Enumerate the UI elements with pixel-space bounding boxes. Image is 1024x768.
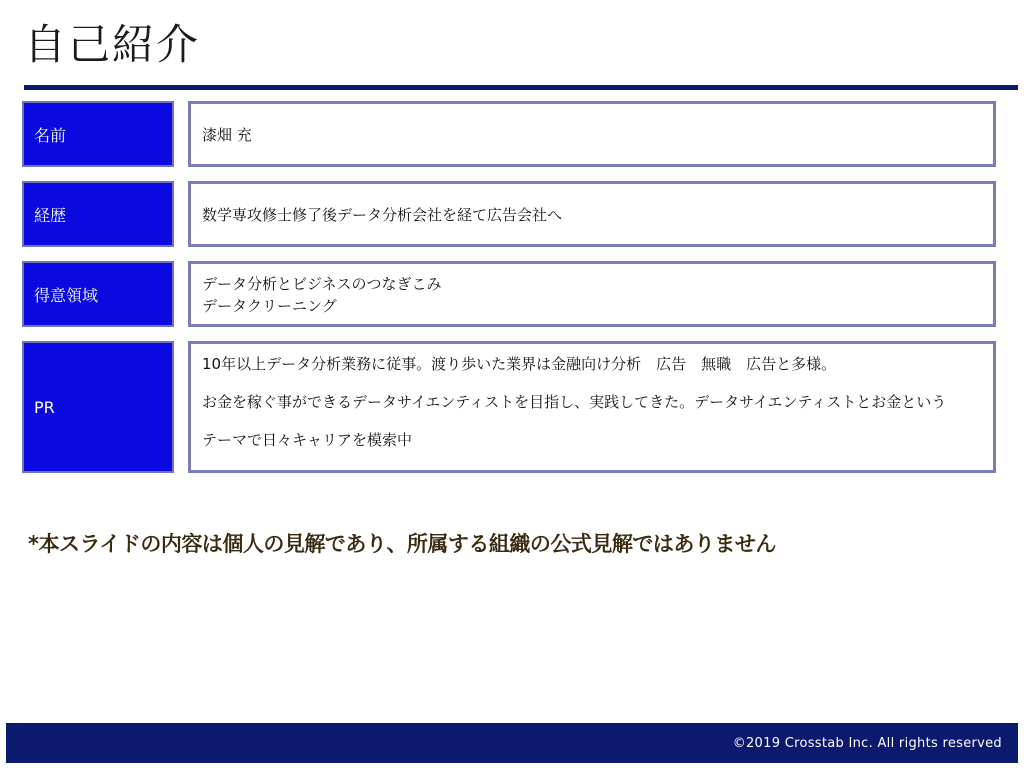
title-divider [24, 85, 1018, 90]
value-pr-line-3: テーマで日々キャリアを模索中 [202, 431, 413, 449]
value-specialty-line-1: データ分析とビジネスのつなぎこみ [202, 275, 442, 293]
value-career [188, 181, 996, 247]
value-pr-line-2: お金を稼ぐ事ができるデータサイエンティストを目指し、実践してきた。データサイエンティストとお金という [202, 393, 947, 411]
value-pr [188, 341, 996, 473]
disclaimer-text: *本スライドの内容は個人の見解であり、所属する組織の公式見解ではありません [28, 532, 776, 556]
value-career-text: 数学専攻修士修了後データ分析会社を経て広告会社へ [202, 205, 563, 224]
footer-bar [6, 723, 1018, 763]
page-title: 自己紹介 [24, 20, 201, 69]
value-specialty-line-2: データクリーニング [202, 297, 337, 315]
label-pr: PR [22, 341, 174, 473]
value-name [188, 101, 996, 167]
label-name: 名前 [22, 101, 174, 167]
label-specialty: 得意領域 [22, 261, 174, 327]
label-career: 経歴 [22, 181, 174, 247]
value-specialty [188, 261, 996, 327]
copyright-text: ©2019 Crosstab Inc. All rights reserved [732, 736, 1002, 751]
value-name-text: 漆畑 充 [202, 125, 252, 144]
value-pr-line-1: 10年以上データ分析業務に従事。渡り歩いた業界は金融向け分析 広告 無職 広告と多様。 [202, 355, 837, 373]
